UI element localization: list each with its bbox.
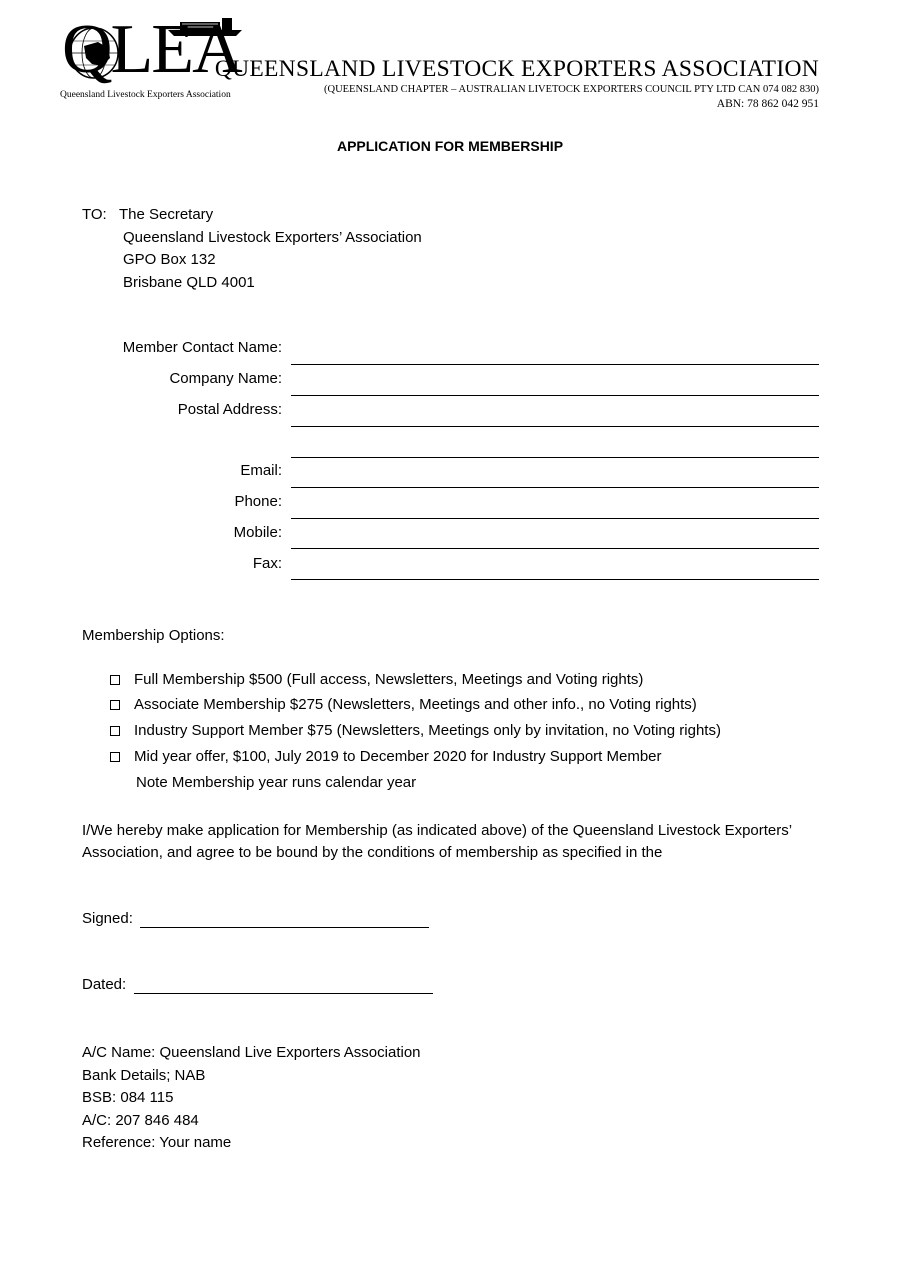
qlea-logo (58, 11, 241, 102)
checkbox-icon[interactable] (110, 752, 120, 762)
phone-field[interactable] (291, 518, 819, 519)
option-label: Industry Support Member $75 (Newsletters, Meetings only by invitation, no Voting rights) (134, 722, 721, 739)
signature-field[interactable] (140, 927, 429, 928)
checkbox-icon[interactable] (110, 675, 120, 685)
phone-label: Phone: (234, 493, 282, 510)
checkbox-icon[interactable] (110, 700, 120, 710)
logo-caption: Queensland Livestock Exporters Association (60, 90, 231, 100)
account-number: A/C: 207 846 484 (82, 1111, 199, 1129)
logo-wordmark: QLEA (62, 11, 241, 88)
option-full-membership[interactable] (110, 671, 643, 688)
declaration-text: I/We hereby make application for Membership (as indicated above) of the Queensland Livestock Exporters’ Association, and agree to be bound by the conditions of membership as specified in the (82, 822, 792, 861)
date-field[interactable] (134, 993, 433, 994)
option-mid-year-offer[interactable] (110, 748, 662, 765)
fax-label: Fax: (252, 555, 282, 572)
option-label: Associate Membership $275 (Newsletters, Meetings and other info., no Voting rights) (134, 696, 697, 713)
address-to: TO: The Secretary (82, 206, 214, 223)
organization-abn: ABN: 78 862 042 951 (716, 98, 819, 110)
membership-options-heading: Membership Options: (82, 627, 225, 644)
email-field[interactable] (291, 487, 819, 488)
document-title: APPLICATION FOR MEMBERSHIP (336, 138, 564, 154)
company-name-field[interactable] (291, 395, 819, 396)
mobile-label: Mobile: (233, 524, 282, 541)
payment-reference: Reference: Your name (82, 1134, 232, 1151)
organization-name: QUEENSLAND LIVESTOCK EXPORTERS ASSOCIATION (214, 56, 819, 82)
dated-label: Dated: (82, 976, 127, 993)
company-name-label: Company Name: (169, 370, 282, 387)
recipient-address (82, 204, 422, 294)
bank-name: Bank Details; NAB (82, 1066, 206, 1084)
fax-field[interactable] (291, 579, 819, 580)
account-name: A/C Name: Queensland Live Exporters Association (82, 1044, 421, 1061)
signed-label: Signed: (82, 910, 133, 927)
address-line-3: Brisbane QLD 4001 (123, 273, 255, 291)
organization-subtitle: (QUEENSLAND CHAPTER – AUSTRALIAN LIVETOCK EXPORTERS COUNCIL PTY LTD CAN 074 082 830) (323, 84, 819, 95)
option-label: Mid year offer, $100, July 2019 to December 2020 for Industry Support Member (134, 748, 662, 765)
membership-note: Note Membership year runs calendar year (136, 774, 417, 791)
address-line-1: Queensland Livestock Exporters’ Association (123, 228, 422, 246)
contact-name-field[interactable] (291, 364, 819, 365)
option-industry-support[interactable] (110, 722, 721, 739)
bsb-number: BSB: 084 115 (82, 1089, 174, 1106)
bank-details (82, 1042, 421, 1155)
option-label: Full Membership $500 (Full access, Newsletters, Meetings and Voting rights) (134, 671, 644, 688)
postal-address-field-1[interactable] (291, 426, 819, 427)
mobile-field[interactable] (291, 548, 819, 549)
postal-address-label: Postal Address: (177, 401, 282, 418)
postal-address-field-2[interactable] (291, 457, 819, 458)
option-associate-membership[interactable] (110, 696, 697, 713)
email-label: Email: (240, 462, 282, 479)
checkbox-icon[interactable] (110, 726, 120, 736)
address-line-2: GPO Box 132 (123, 251, 216, 268)
contact-name-label: Member Contact Name: (122, 339, 282, 356)
